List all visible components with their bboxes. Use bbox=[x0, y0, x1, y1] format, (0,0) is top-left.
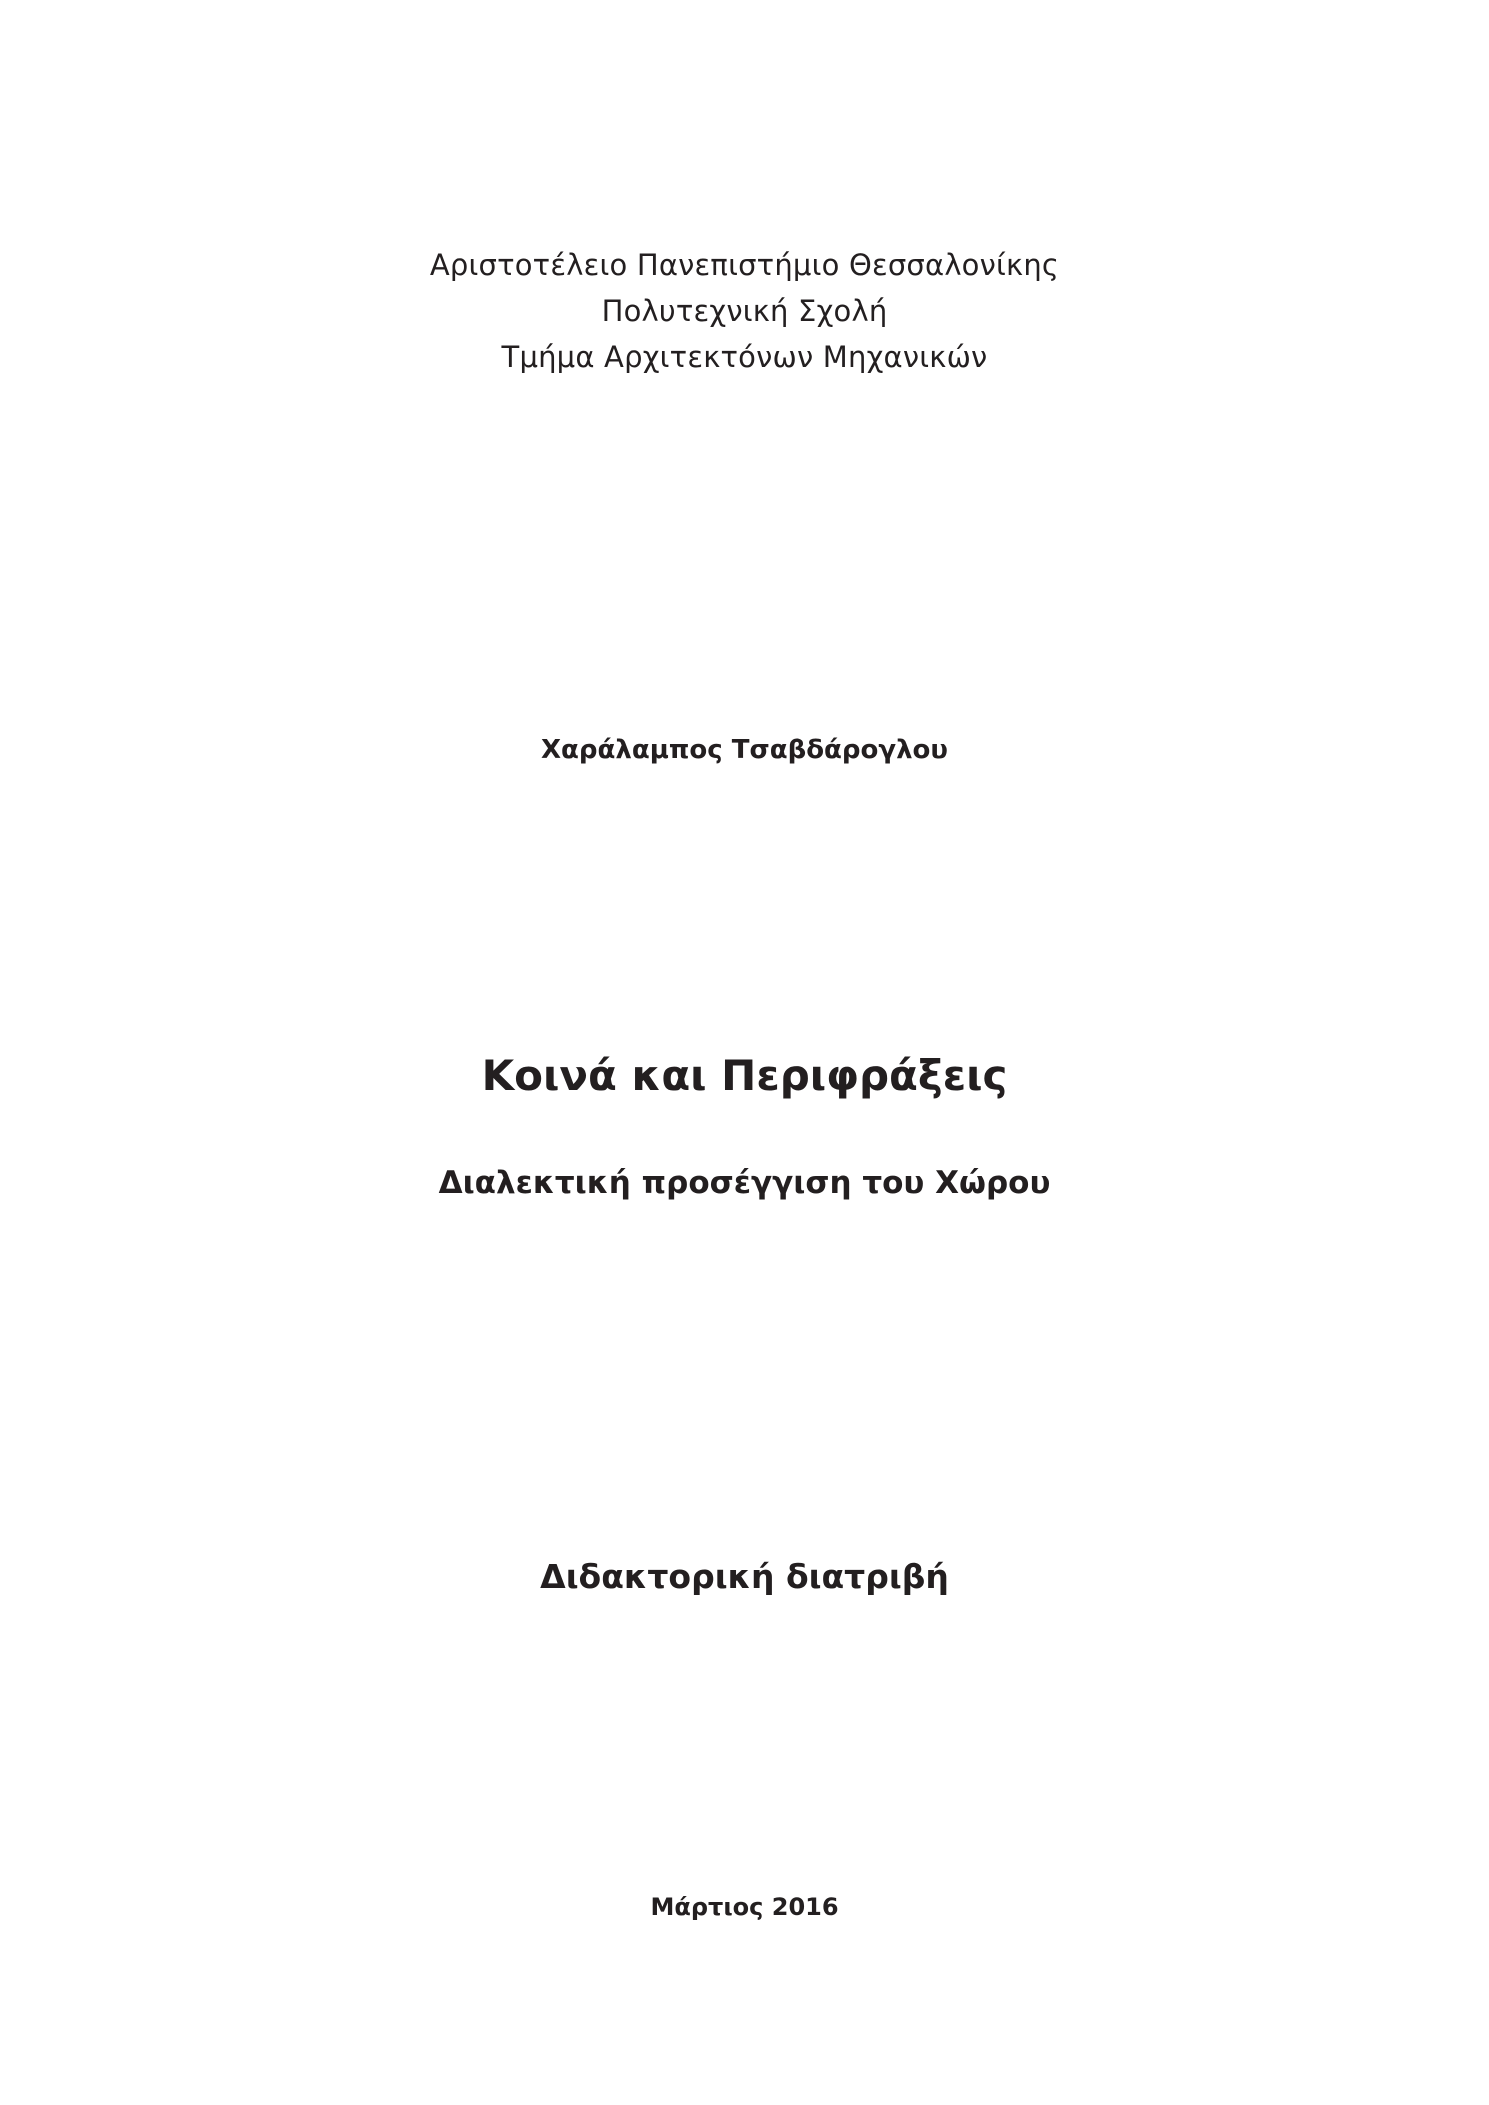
thesis-subtitle: Διαλεκτική προσέγγιση του Χώρου bbox=[438, 1165, 1051, 1201]
document-type: Διδακτορική διατριβή bbox=[540, 1557, 949, 1596]
publication-date: Μάρτιος 2016 bbox=[650, 1893, 839, 1921]
department-name: Τμήμα Αρχιτεκτόνων Μηχανικών bbox=[501, 340, 988, 374]
school-name: Πολυτεχνική Σχολή bbox=[601, 294, 888, 328]
university-name: Αριστοτέλειο Πανεπιστήμιο Θεσσαλονίκης bbox=[429, 248, 1060, 282]
author-name: Χαράλαμπος Τσαβδάρογλου bbox=[541, 735, 948, 765]
thesis-title: Κοινά και Περιφράξεις bbox=[481, 1051, 1008, 1100]
